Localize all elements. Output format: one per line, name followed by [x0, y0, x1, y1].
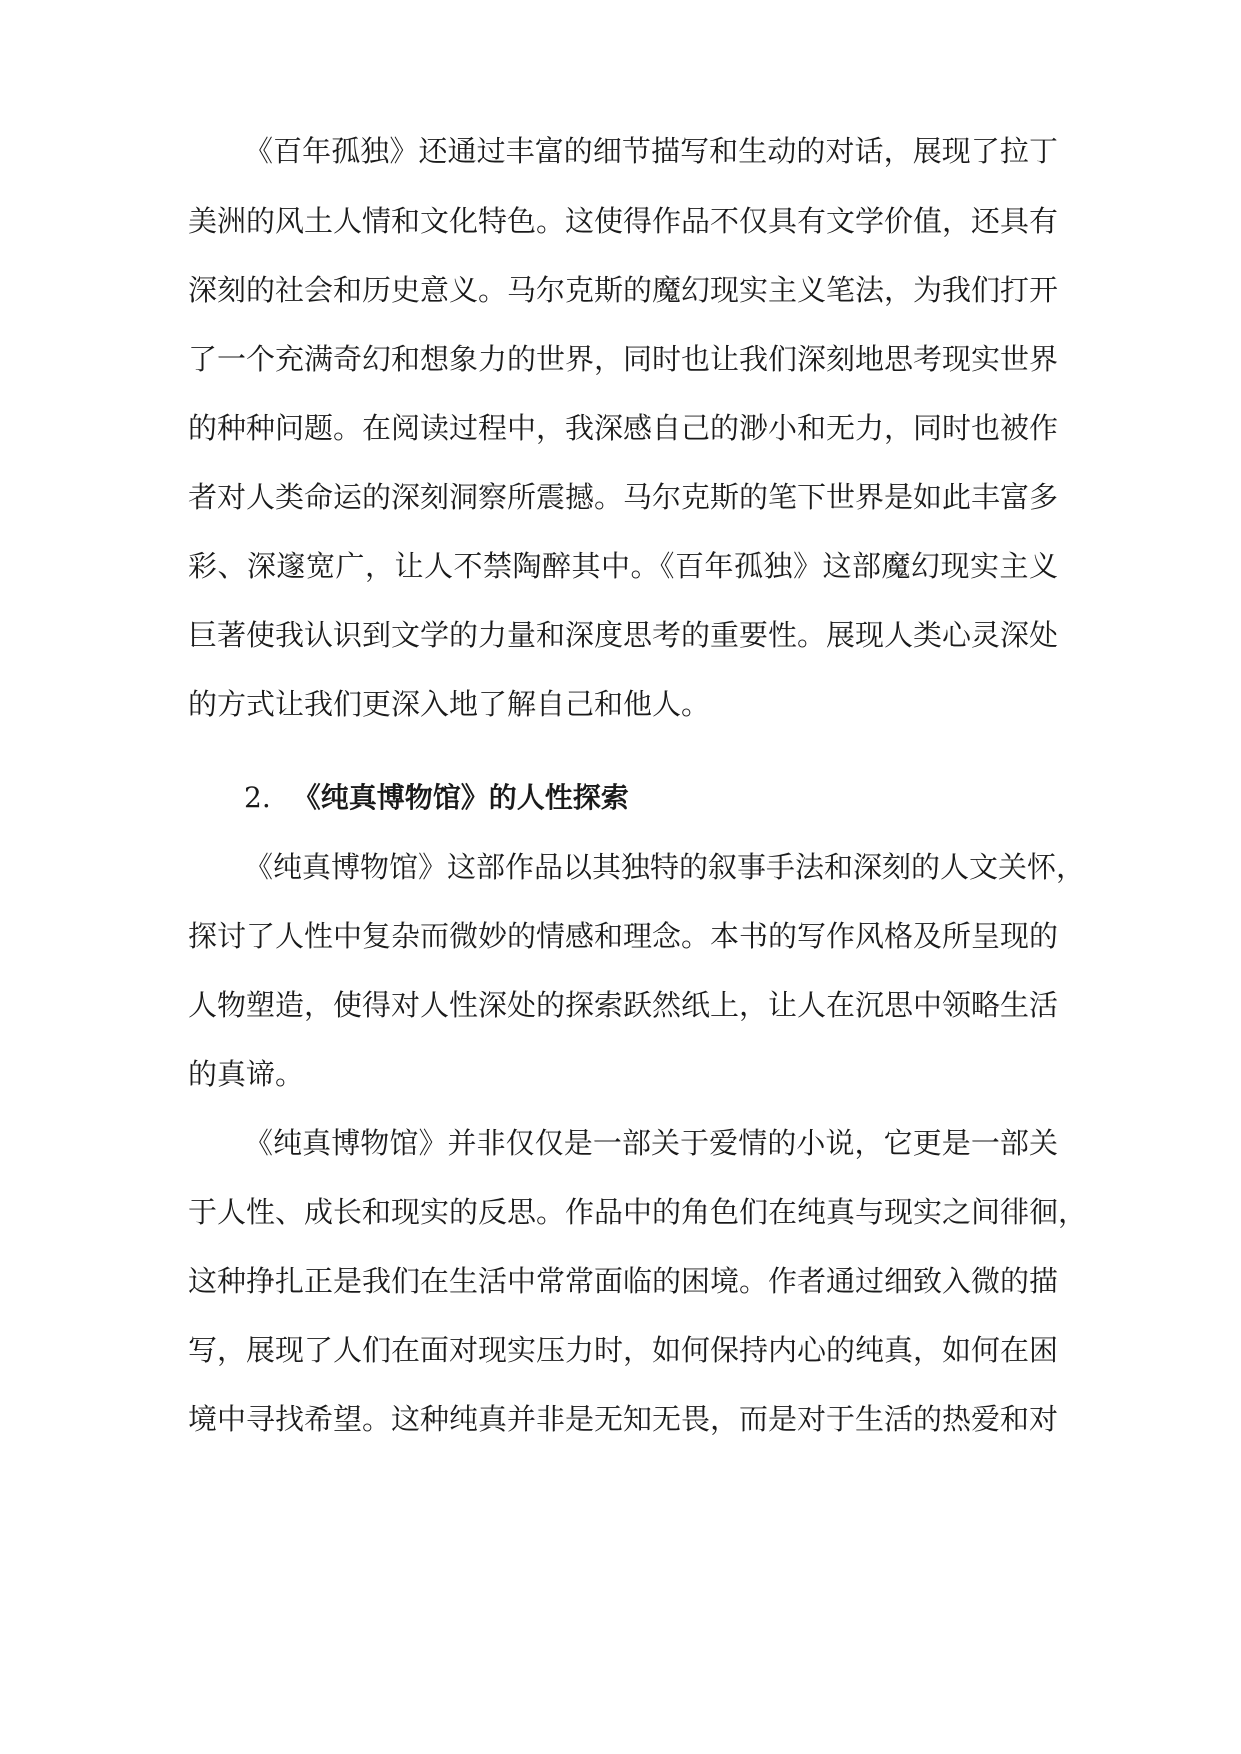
paragraph-1-line-1: 《百年孤独》还通过丰富的细节描写和生动的对话，展现了拉丁	[244, 134, 1058, 168]
paragraph-1-line-2: 美洲的风土人情和文化特色。这使得作品不仅具有文学价值，还具有	[188, 204, 1059, 238]
section-paragraph-2-line-4: 写，展现了人们在面对现实压力时，如何保持内心的纯真，如何在困	[188, 1333, 1059, 1367]
section-paragraph-1-line-4: 的真谛。	[188, 1057, 305, 1091]
section-paragraph-2-line-1: 《纯真博物馆》并非仅仅是一部关于爱情的小说，它更是一部关	[244, 1126, 1058, 1160]
section-heading	[244, 778, 629, 818]
paragraph-1-line-6: 者对人类命运的深刻洞察所震撼。马尔克斯的笔下世界是如此丰富多	[188, 480, 1059, 514]
paragraph-1-line-5: 的种种问题。在阅读过程中，我深感自己的渺小和无力，同时也被作	[188, 411, 1059, 445]
section-paragraph-1-line-1: 《纯真博物馆》这部作品以其独特的叙事手法和深刻的人文关怀，	[244, 850, 1086, 884]
paragraph-1-line-8: 巨著使我认识到文学的力量和深度思考的重要性。展现人类心灵深处	[188, 618, 1059, 652]
section-paragraph-2-line-5: 境中寻找希望。这种纯真并非是无知无畏，而是对于生活的热爱和对	[188, 1402, 1059, 1436]
section-paragraph-1-line-2: 探讨了人性中复杂而微妙的情感和理念。本书的写作风格及所呈现的	[188, 919, 1059, 953]
section-paragraph-1-line-3: 人物塑造，使得对人性深处的探索跃然纸上，让人在沉思中领略生活	[188, 988, 1059, 1022]
paragraph-1-line-3: 深刻的社会和历史意义。马尔克斯的魔幻现实主义笔法，为我们打开	[188, 273, 1059, 307]
section-title: 《纯真博物馆》的人性探索	[292, 781, 629, 814]
section-paragraph-2-line-3: 这种挣扎正是我们在生活中常常面临的困境。作者通过细致入微的描	[188, 1264, 1059, 1298]
paragraph-1-line-9: 的方式让我们更深入地了解自己和他人。	[188, 687, 711, 721]
paragraph-1-line-4: 了一个充满奇幻和想象力的世界，同时也让我们深刻地思考现实世界	[188, 342, 1059, 376]
paragraph-1-line-7: 彩、深邃宽广，让人不禁陶醉其中。《百年孤独》这部魔幻现实主义	[188, 549, 1058, 583]
section-number: 2.	[244, 781, 271, 814]
section-paragraph-2-line-2: 于人性、成长和现实的反思。作品中的角色们在纯真与现实之间徘徊，	[188, 1195, 1088, 1229]
